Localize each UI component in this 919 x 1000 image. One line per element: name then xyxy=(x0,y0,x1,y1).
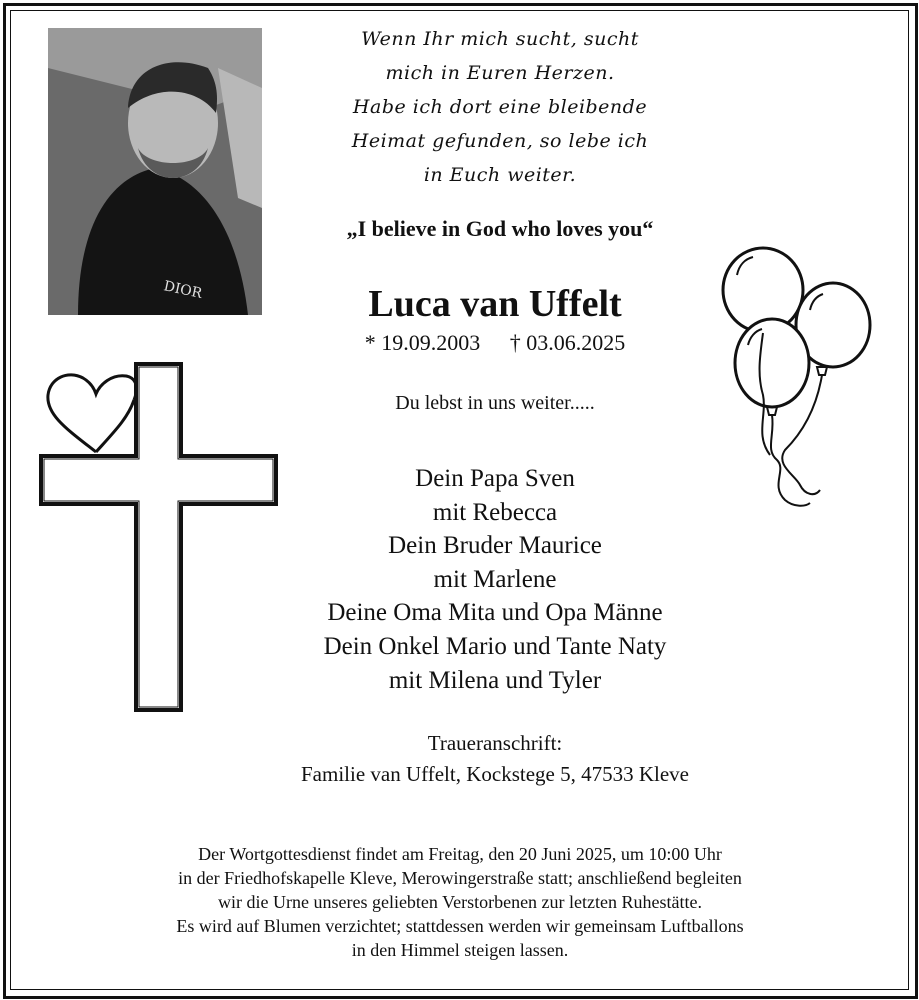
poem-line: Habe ich dort eine bleibende xyxy=(352,96,648,118)
family-line: Dein Bruder Maurice xyxy=(388,532,602,560)
portrait-photo xyxy=(48,28,262,315)
balloons-icon xyxy=(715,245,880,525)
heart-icon xyxy=(48,375,137,452)
family-line: mit Milena und Tyler xyxy=(388,666,602,694)
family-line: Deine Oma Mita und Opa Männe xyxy=(327,599,663,627)
deceased-name: Luca van Uffelt xyxy=(368,283,622,325)
service-info xyxy=(70,842,850,962)
cross-shape xyxy=(41,364,276,710)
family-line: mit Rebecca xyxy=(432,498,558,526)
life-dates xyxy=(290,330,700,356)
service-line: wir die Urne unseres geliebten Verstorbenen zur letzten Ruhestätte. xyxy=(218,892,702,912)
quote: „I believe in God who loves you“ xyxy=(346,216,654,241)
address-label: Traueranschrift: xyxy=(427,731,563,755)
poem xyxy=(300,22,700,192)
poem-line: mich in Euren Herzen. xyxy=(385,62,615,84)
tagline: Du lebst in uns weiter..... xyxy=(395,392,595,414)
service-line: Der Wortgottesdienst findet am Freitag, den 20 Juni 2025, um 10:00 Uhr xyxy=(198,844,722,864)
poem-line: Wenn Ihr mich sucht, sucht xyxy=(361,28,639,50)
family-line: Dein Onkel Mario und Tante Naty xyxy=(323,632,667,660)
service-line: in der Friedhofskapelle Kleve, Merowingerstraße statt; anschließend begleiten xyxy=(178,868,742,888)
balloon xyxy=(735,319,809,407)
mourning-address xyxy=(180,728,810,790)
family-line: Dein Papa Sven xyxy=(415,465,575,492)
poem-line: Heimat gefunden, so lebe ich xyxy=(351,130,649,152)
service-line: Es wird auf Blumen verzichtet; stattdessen werden wir gemeinsam Luftballons xyxy=(176,916,744,936)
poem-line: in Euch weiter. xyxy=(423,164,577,186)
dior-logo-text: DIOR xyxy=(162,278,204,302)
cross-with-heart-icon xyxy=(38,360,283,720)
family-line: mit Marlene xyxy=(433,565,557,593)
death-date: † 03.06.2025 xyxy=(509,330,626,355)
birth-date: * 19.09.2003 xyxy=(364,330,481,355)
service-line: in den Himmel steigen lassen. xyxy=(351,940,569,960)
family-list xyxy=(240,462,750,697)
address-text: Familie van Uffelt, Kockstege 5, 47533 Kleve xyxy=(300,762,690,786)
